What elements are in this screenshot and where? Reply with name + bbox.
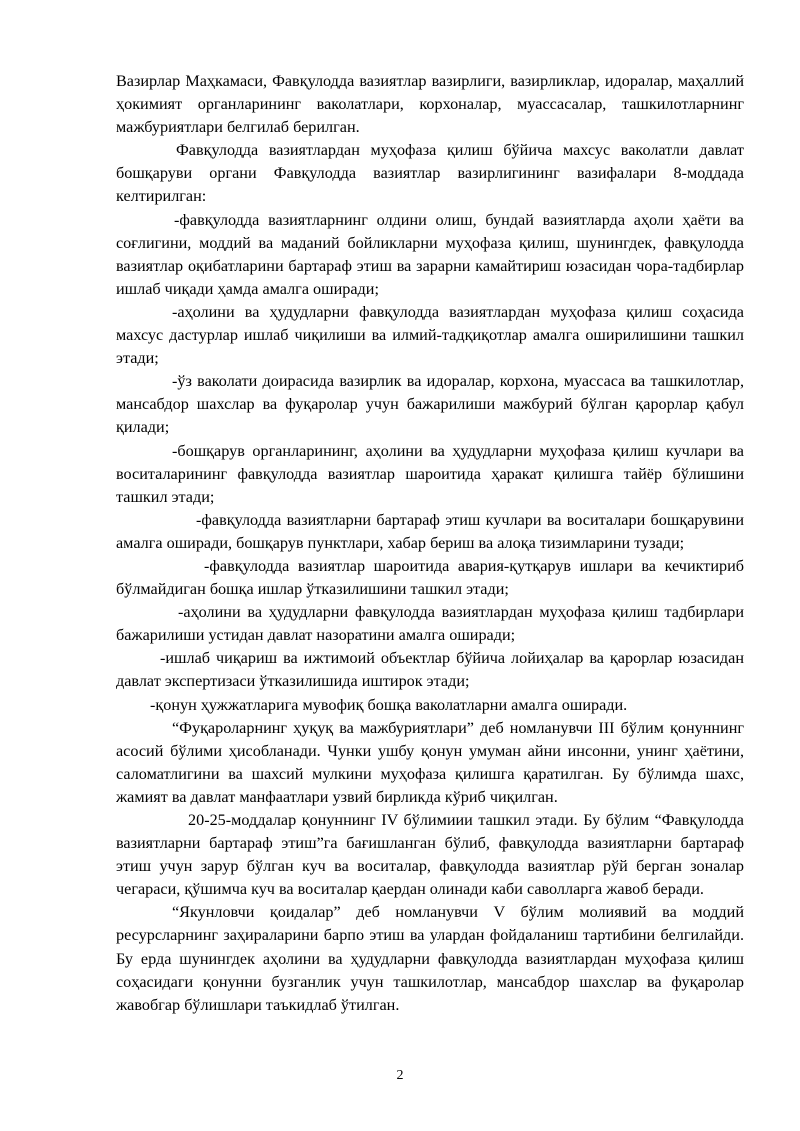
list-item-state-supervision: -аҳолини ва ҳудудларни фавқулодда вазиятлардан муҳофаза қилиш тадбирлари бажарилиши устидан давлат назоратини амалга оширади; (116, 603, 744, 645)
paragraph-emergency-ministry-intro: Фавқулодда вазиятлардан муҳофаза қилиш бўйича махсус ваколатли давлат бошқаруви органи Фавқулодда вазиятлар вазирлигининг вазифалари 8-моддада келтирилган: (116, 141, 744, 206)
paragraph-section-five: “Якунловчи қоидалар” деб номланувчи V бўлим молиявий ва моддий ресурсларнинг заҳираларини барпо этиш ва улардан фойдаланиш тартибини белгилайди. Бу ерда шунингдек аҳолини ва ҳудудларни фавқулодда вазиятлардан муҳофаза қилиш соҳасидаги қонунни бузганлик учун ташкилотлар, мансабдор шахслар ва фуқаролар жавобгар бўлишлари таъкидлаб ўтилган. (116, 903, 744, 1014)
list-item-state-expertise: -ишлаб чиқариш ва ижтимоий объектлар бўйича лойиҳалар ва қарорлар юзасидан давлат экспертизаси ўтказилишида иштирок этади; (116, 649, 744, 691)
list-item-other-powers: -қонун ҳужжатларига мувофиқ бошқа ваколатларни амалга оширади. (150, 695, 628, 714)
list-item-readiness: -бошқарув органларининг, аҳолини ва ҳудудларни муҳофаза қилиш кучлари ва воситаларининг фавқулодда вазиятлар шароитида ҳаракат қилишга тайёр бўлишини ташкил этади; (116, 441, 744, 506)
paragraph-ministries-duties: Вазирлар Маҳкамаси, Фавқулодда вазиятлар вазирлиги, вазирликлар, идоралар, маҳаллий ҳокимият органларининг ваколатлари, корхоналар, муассасалар, ташкилотларнинг мажбуриятлари белгилаб берилган. (116, 72, 744, 137)
paragraph-section-three: “Фуқароларнинг ҳуқуқ ва мажбуриятлари” деб номланувчи III бўлим қонуннинг асосий бўлими ҳисобланади. Чунки ушбу қонун умуман айни инсонни, унинг ҳаётини, саломатлигини ва шахсий мулкини муҳофаза қилишга қаратилган. Бу бўлимда шахс, жамият ва давлат манфаатлари узвий бирликда кўриб чиқилган. (116, 718, 744, 806)
list-item-control-systems: -фавқулодда вазиятларни бартараф этиш кучлари ва воситалари бошқарувини амалга оширади, бошқарув пунктлари, хабар бериш ва алоқа тизимларини тузади; (116, 510, 744, 552)
list-item-special-programs: -аҳолини ва ҳудудларни фавқулодда вазиятлардан муҳофаза қилиш соҳасида махсус дастурлар ишлаб чиқилиши ва илмий-тадқиқотлар амалга оширилишини ташкил этади; (116, 302, 744, 368)
list-item-prevention: -фавқулодда вазиятларнинг олдини олиш, бундай вазиятларда аҳоли ҳаёти ва соғлигини, моддий ва маданий бойликларни муҳофаза қилиш, шунингдек, фавқулодда вазиятлар оқибатларини бартараф этиш ва зарарни камайтириш юзасидан чора-тадбирлар ишлаб чиқади ҳамда амалга оширади; (116, 210, 744, 298)
paragraph-section-four: 20-25-моддалар қонуннинг IV бўлимиии ташкил этади. Бу бўлим “Фавқулодда вазиятларни бартараф этиш”га бағишланган бўлиб, фавқулодда вазиятларни бартараф этиш учун зарур бўлган куч ва воситалар, фавқулодда вазиятлар рўй берган зоналар чегараси, қўшимча куч ва воситалар қаердан олинади каби саволларга жавоб беради. (116, 811, 744, 899)
document-body (116, 70, 744, 1017)
list-item-binding-decisions: -ўз ваколати доирасида вазирлик ва идоралар, корхона, муассаса ва ташкилотлар, мансабдор шахслар ва фуқаролар учун бажарилиши мажбурий бўлган қарорлар қабул қилади; (116, 372, 744, 437)
page-number: 2 (396, 1068, 404, 1083)
list-item-rescue-works: -фавқулодда вазиятлар шароитида авария-қутқарув ишлари ва кечиктириб бўлмайдиган бошқа ишлар ўтказилишини ташкил этади; (116, 556, 744, 599)
